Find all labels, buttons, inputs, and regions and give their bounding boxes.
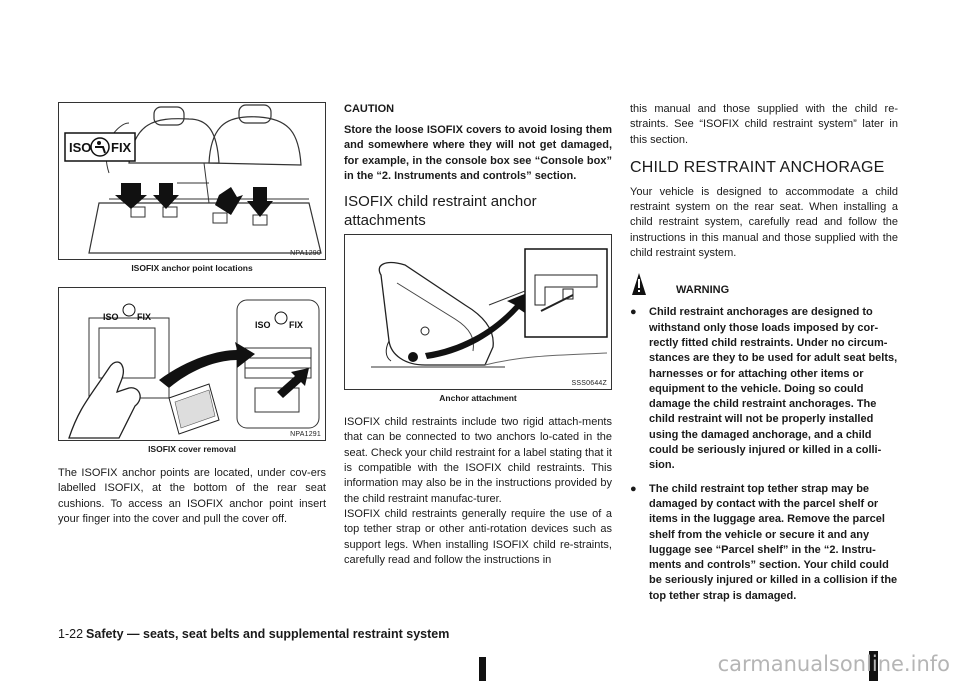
column-left — [58, 102, 326, 527]
warning-label: WARNING — [676, 284, 730, 297]
body-paragraph-2: ISOFIX child restraints generally require the use of a top tether strap or other anti-rotation devices such as support legs. When installing ISOFIX child re-straints, carefully read and follow the instructions in — [344, 507, 612, 566]
watermark: carmanualsonline.info — [717, 652, 950, 676]
body-paragraph: Your vehicle is designed to accommodate a child restraint system on the rear seat. When installing a child restraint system, carefully read and follow the instructions in this manual and those supplied with the child restraint system. — [630, 185, 898, 260]
section-heading: CHILD RESTRAINT ANCHORAGE — [630, 158, 885, 176]
warning-list — [630, 305, 898, 604]
page-number: 1-22 — [58, 627, 84, 641]
figure-code: NPA1291 — [290, 431, 321, 438]
rear-seat-illustration — [59, 103, 325, 259]
section-heading: ISOFIX child restraint anchor attachments — [344, 193, 537, 230]
isofix-logo-right-text: FIX — [111, 140, 132, 155]
caution-text: Store the loose ISOFIX covers to avoid losing them and somewhere where they will not get damaged, for example, in the console box see “Console box” in the “2. Instruments and controls” section. — [344, 124, 612, 182]
section-title: Safety — seats, seat belts and supplemental restraint system — [86, 627, 450, 641]
isofix-logo-left-text: ISO — [69, 140, 92, 155]
figure-caption: ISOFIX cover removal — [148, 444, 236, 454]
bullet-icon: ● — [630, 306, 637, 319]
figure-anchor-attachment — [344, 234, 612, 390]
figure-code: SSS0644Z — [571, 380, 607, 388]
list-item: ● The child restraint top tether strap may be damaged by contact with the parcel shelf or items in the luggage area. Remove the parcel shelf from the vehicle or secure it and any luggage see “Parcel shelf” in the “2. Instru-ments and controls” section. Your child could be seriously injured or killed in a collision if the top tether strap is damaged. — [630, 482, 898, 602]
caution-title: CAUTION — [344, 103, 395, 115]
isofix-logo-right-text: FIX — [137, 312, 152, 322]
figure-caption: ISOFIX anchor point locations — [131, 263, 253, 273]
crop-mark — [479, 657, 486, 681]
warning-header — [632, 273, 898, 299]
column-right — [630, 102, 898, 612]
figure-cover-removal — [58, 287, 326, 441]
anchor-attachment-illustration — [345, 235, 611, 389]
body-paragraph-continued: this manual and those supplied with the child re-straints. See “ISOFIX child restraint system” later in this section. — [630, 103, 898, 146]
warning-icon — [632, 273, 646, 299]
column-middle — [344, 102, 612, 568]
bullet-icon: ● — [630, 482, 637, 495]
cover-removal-illustration — [59, 288, 325, 440]
page-footer — [58, 627, 449, 641]
isofix-logo-right-text-2: FIX — [289, 320, 304, 330]
list-item: ● Child restraint anchorages are designed to withstand only those loads imposed by cor-rectly fitted child restraints. Under no circum-stances are they to be used for adult seat belts, harnesses or for attaching other items or equipment to the vehicle. Doing so could damage the child restraint anchorages. The child restraint will not be properly installed using the damaged anchorage, and a child could be seriously injured or killed in a colli-sion. — [630, 306, 898, 472]
body-paragraph: ISOFIX child restraints include two rigid attach-ments that can be connected to two anchors lo-cated in the seat. Check your child restraint for a label stating that it is compatible with the ISOFIX child restraints. This information may also be in the instructions provided by the child restraint manufac-turer. — [344, 416, 612, 505]
body-paragraph: The ISOFIX anchor points are located, under cov-ers labelled ISOFIX, at the bottom of the rear seat cushions. To access an ISOFIX anchor point insert your finger into the cover and pull the cover off. — [58, 467, 326, 525]
isofix-logo-left-text-2: ISO — [255, 320, 271, 330]
figure-anchor-locations — [58, 102, 326, 260]
isofix-logo-left-text: ISO — [103, 312, 119, 322]
figure-caption: Anchor attachment — [439, 393, 517, 404]
figure-code: NPA1290 — [290, 250, 321, 257]
